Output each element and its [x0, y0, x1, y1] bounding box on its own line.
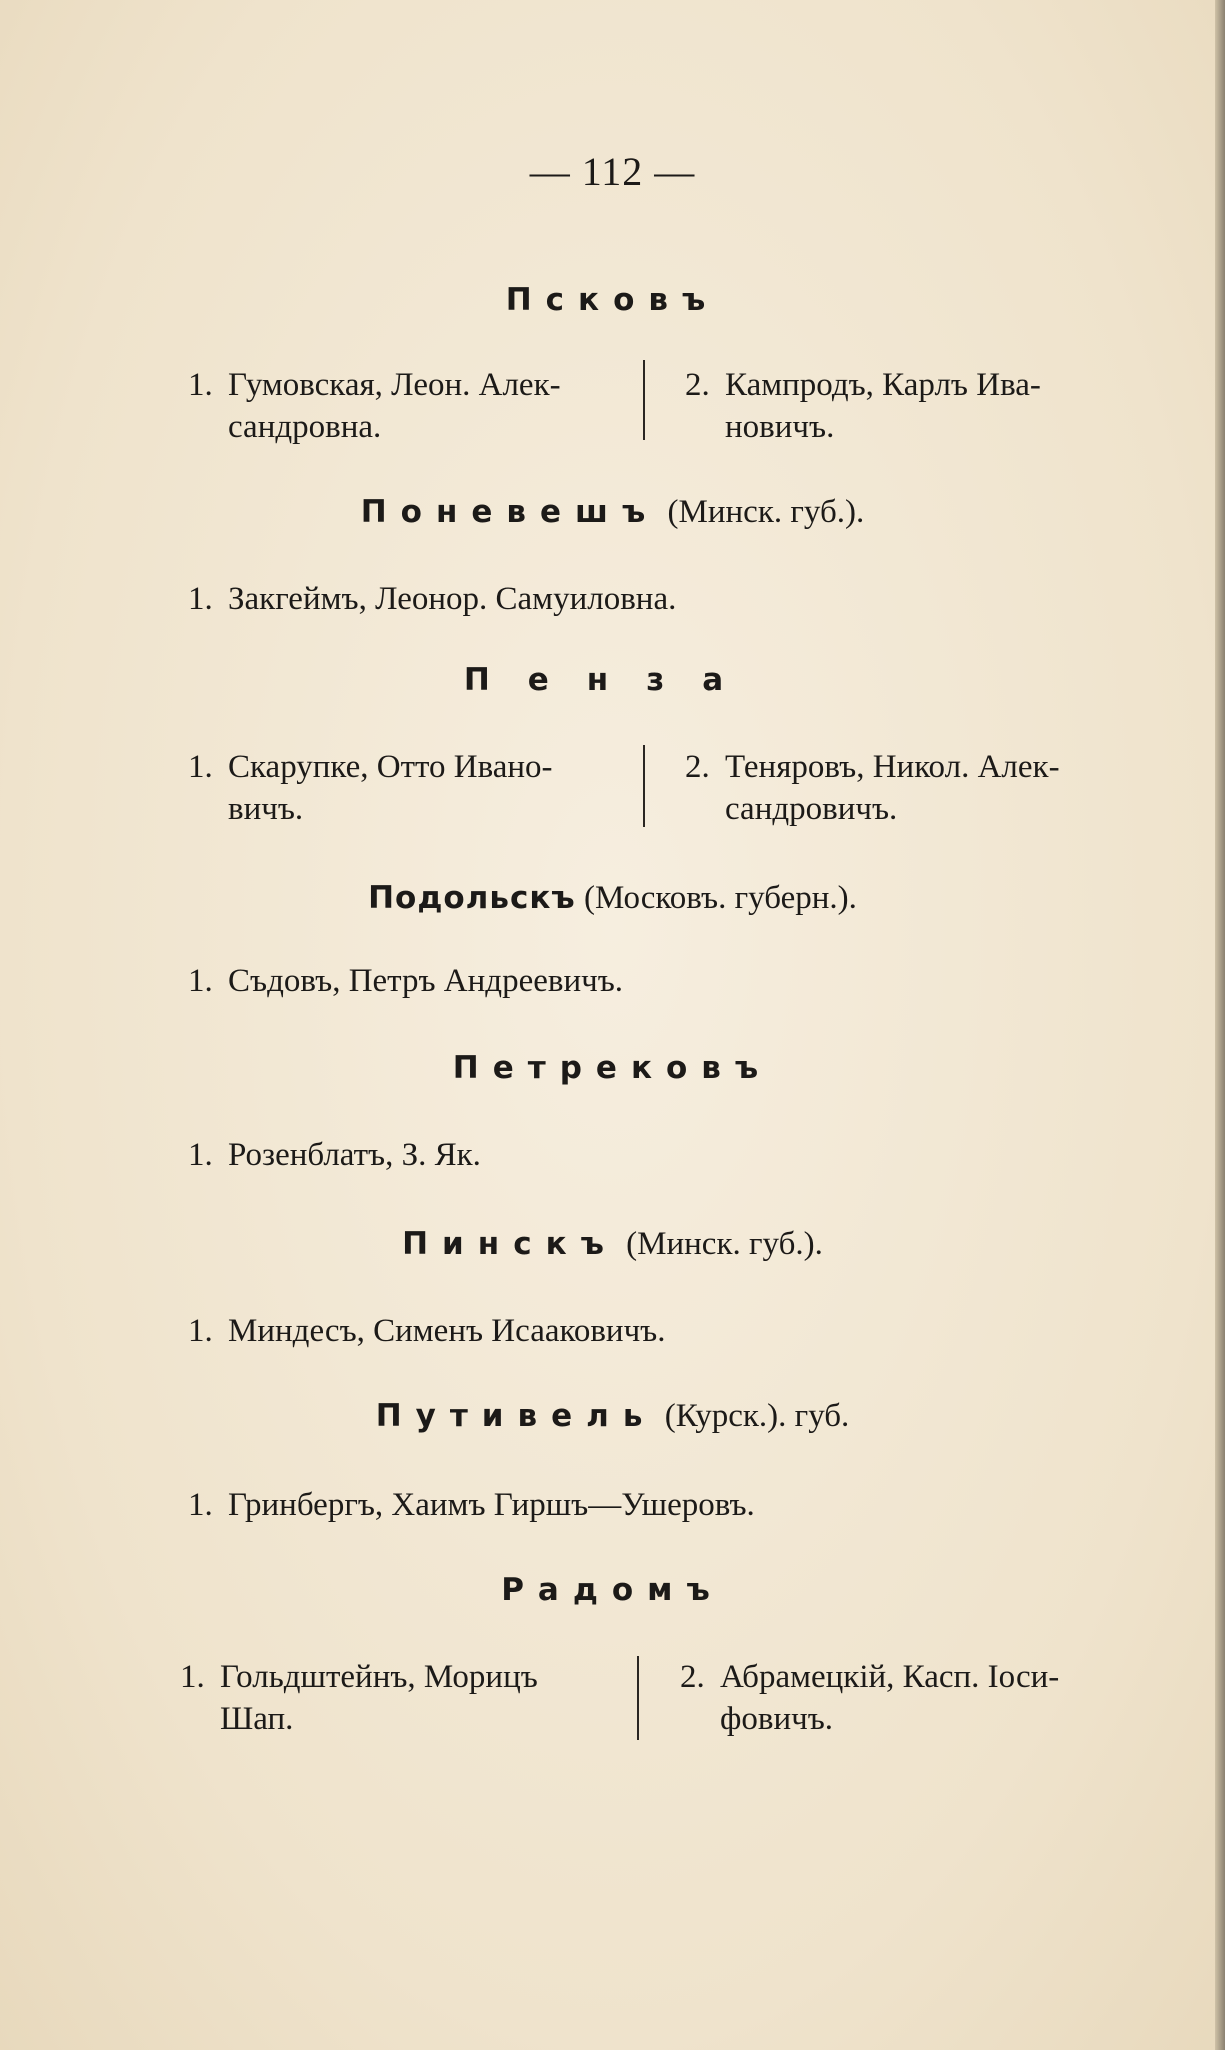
entry-1: [180, 1656, 538, 1740]
entry-text-cont: фовичъ.: [720, 1701, 834, 1737]
entry-1: [188, 578, 676, 620]
entry-number: 2.: [685, 749, 710, 785]
region-name: (Минск. губ.).: [667, 494, 865, 530]
city-name: Путивель: [375, 1398, 657, 1434]
section-heading-pskov: [0, 282, 1225, 319]
entry-number: 1.: [188, 581, 213, 617]
entry-number: 1.: [188, 963, 213, 999]
entry-1: [188, 960, 623, 1002]
city-name: Пинскъ: [402, 1226, 618, 1262]
entry-text: Гринбергъ, Хаимъ Гиршъ—Ушеровъ.: [228, 1487, 755, 1523]
section-heading-ponevesh: [0, 494, 1225, 531]
city-name: Радомъ: [501, 1572, 724, 1608]
entry-text: Теняровъ, Никол. Алек-: [725, 749, 1060, 785]
city-name: Псковъ: [505, 282, 720, 318]
entry-1: [188, 1484, 755, 1526]
entry-text: Закгеймъ, Леонор. Самуиловна.: [228, 581, 677, 617]
entry-text-cont: Шап.: [220, 1701, 294, 1737]
entry-text: Кампродъ, Карлъ Ива-: [725, 367, 1041, 403]
region-name: (Минск. губ.).: [626, 1226, 823, 1262]
entry-number: 1.: [180, 1659, 205, 1695]
entry-1: [188, 1310, 666, 1352]
city-name: Подольскъ: [368, 880, 576, 916]
entry-1: [188, 364, 561, 448]
entry-number: 1.: [188, 1313, 213, 1349]
city-name: Пенза: [463, 662, 762, 698]
section-heading-penza: [0, 662, 1225, 699]
entry-number: 1.: [188, 1137, 213, 1173]
city-name: Петрековъ: [452, 1050, 773, 1086]
entry-text-cont: сандровичъ.: [725, 791, 898, 827]
entry-2: [680, 1656, 1059, 1740]
section-heading-radom: [0, 1572, 1225, 1609]
entry-number: 2.: [685, 367, 710, 403]
entry-text-cont: сандровна.: [228, 409, 382, 445]
column-divider: [643, 360, 645, 440]
column-divider: [643, 745, 645, 827]
entry-1: [188, 746, 553, 830]
section-heading-podolsk: [0, 880, 1225, 917]
entry-number: 1.: [188, 749, 213, 785]
entry-2: [685, 746, 1060, 830]
section-heading-petrekov: [0, 1050, 1225, 1087]
entry-text: Абрамецкій, Касп. Іоси-: [720, 1659, 1060, 1695]
entry-text: Миндесъ, Сименъ Исааковичъ.: [228, 1313, 666, 1349]
region-name: (Московъ. губерн.).: [583, 880, 857, 916]
section-heading-putivel: [0, 1398, 1225, 1435]
entry-text-cont: вичъ.: [228, 791, 304, 827]
column-divider: [637, 1656, 639, 1740]
entry-1: [188, 1134, 481, 1176]
entry-text: Съдовъ, Петръ Андреевичъ.: [228, 963, 624, 999]
page-number: — 112 —: [529, 149, 696, 194]
entry-number: 1.: [188, 1487, 213, 1523]
entry-text: Гумовская, Леон. Алек-: [228, 367, 561, 403]
region-name: (Курск.). губ.: [664, 1398, 850, 1434]
entry-text: Розенблатъ, З. Як.: [228, 1137, 481, 1173]
entry-text-cont: новичъ.: [725, 409, 835, 445]
entry-text: Гольдштейнъ, Морицъ: [220, 1659, 538, 1695]
city-name: Поневешъ: [360, 494, 660, 530]
entry-number: 2.: [680, 1659, 705, 1695]
entry-text: Скарупке, Отто Ивано-: [228, 749, 553, 785]
entry-number: 1.: [188, 367, 213, 403]
entry-2: [685, 364, 1041, 448]
section-heading-pinsk: [0, 1226, 1225, 1263]
